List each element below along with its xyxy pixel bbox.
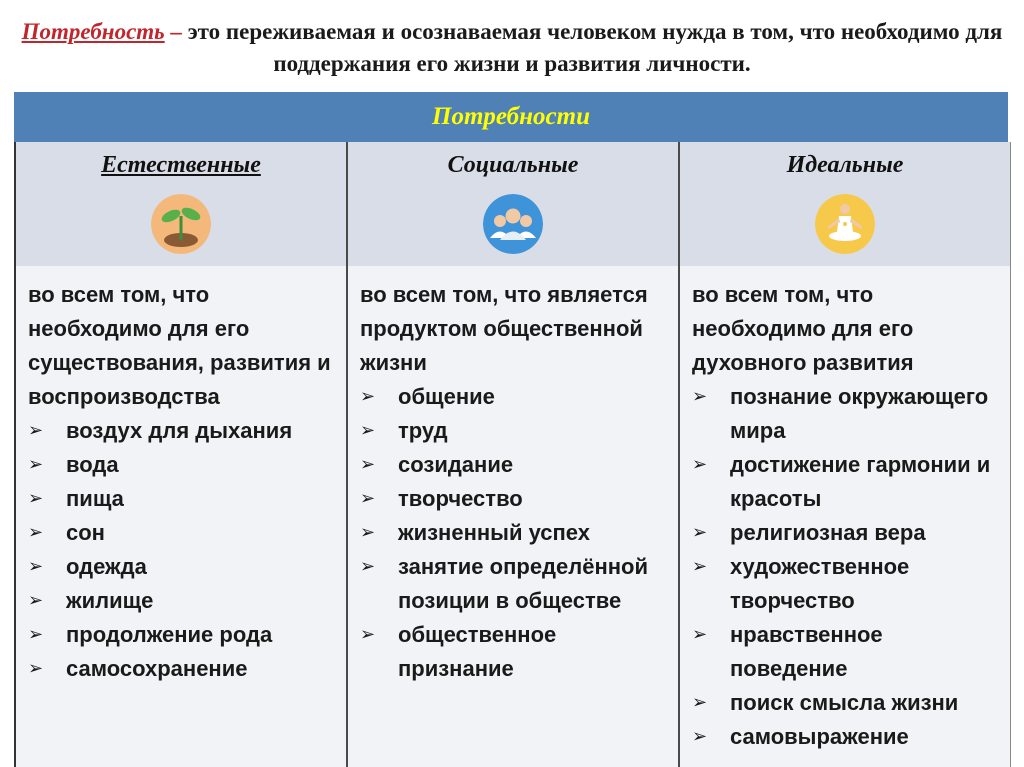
list-item: ➢ продолжение рода <box>28 618 336 652</box>
list-item: ➢ творчество <box>360 482 668 516</box>
column-body-social <box>348 266 680 767</box>
list-item: ➢ труд <box>360 414 668 448</box>
list-item: ➢ религиозная вера <box>692 516 1000 550</box>
arrow-bullet-icon: ➢ <box>360 556 376 577</box>
arrow-bullet-icon: ➢ <box>28 658 44 679</box>
column-body-ideal <box>680 266 1010 767</box>
column-intro: во всем том, что необходимо для его духовного развития <box>692 282 914 375</box>
list-item: ➢ нравственное поведение <box>692 618 1000 686</box>
definition-term: Потребность <box>21 19 165 44</box>
arrow-bullet-icon: ➢ <box>360 488 376 509</box>
list-item: ➢ жилище <box>28 584 336 618</box>
list-item: ➢ самовыражение <box>692 720 1000 754</box>
arrow-bullet-icon: ➢ <box>692 556 708 577</box>
column-body-natural <box>16 266 348 767</box>
arrow-bullet-icon: ➢ <box>692 522 708 543</box>
item-list <box>692 380 1000 754</box>
table-title: Потребности <box>14 92 1008 142</box>
list-item: ➢ художественное творчество <box>692 550 1000 618</box>
definition-text: это переживаемая и осознаваемая человеком нужда в том, что необходимо для поддержания его жизни и развития личности. <box>181 19 1003 76</box>
meditation-icon <box>815 194 875 254</box>
column-intro: во всем том, что необходимо для его существования, развития и воспроизводства <box>28 282 331 409</box>
arrow-bullet-icon: ➢ <box>360 454 376 475</box>
column-header-social <box>348 142 680 266</box>
list-item: ➢ сон <box>28 516 336 550</box>
list-item: ➢ жизненный успех <box>360 516 668 550</box>
list-item: ➢ достижение гармонии и красоты <box>692 448 1000 516</box>
table-body-row <box>14 266 1011 767</box>
column-label-natural: Естественные <box>101 152 261 178</box>
list-item: ➢ поиск смысла жизни <box>692 686 1000 720</box>
arrow-bullet-icon: ➢ <box>692 624 708 645</box>
arrow-bullet-icon: ➢ <box>28 624 44 645</box>
column-header-ideal <box>680 142 1010 266</box>
list-item: ➢ общественное признание <box>360 618 668 686</box>
arrow-bullet-icon: ➢ <box>692 726 708 747</box>
arrow-bullet-icon: ➢ <box>28 454 44 475</box>
column-label-social: Социальные <box>447 152 579 178</box>
column-label-ideal: Идеальные <box>786 152 904 178</box>
column-intro: во всем том, что является продуктом общественной жизни <box>360 282 648 375</box>
arrow-bullet-icon: ➢ <box>692 386 708 407</box>
table-header-row <box>14 142 1011 266</box>
arrow-bullet-icon: ➢ <box>28 488 44 509</box>
arrow-bullet-icon: ➢ <box>360 386 376 407</box>
arrow-bullet-icon: ➢ <box>692 454 708 475</box>
list-item: ➢ занятие определённой позиции в обществе <box>360 550 668 618</box>
list-item: ➢ воздух для дыхания <box>28 414 336 448</box>
arrow-bullet-icon: ➢ <box>28 522 44 543</box>
arrow-bullet-icon: ➢ <box>28 420 44 441</box>
column-header-natural <box>16 142 348 266</box>
arrow-bullet-icon: ➢ <box>360 420 376 441</box>
list-item: ➢ созидание <box>360 448 668 482</box>
item-list <box>360 380 668 686</box>
list-item: ➢ самосохранение <box>28 652 336 686</box>
list-item: ➢ вода <box>28 448 336 482</box>
list-item: ➢ одежда <box>28 550 336 584</box>
list-item: ➢ познание окружающего мира <box>692 380 1000 448</box>
sprout-icon <box>151 194 211 254</box>
arrow-bullet-icon: ➢ <box>360 624 376 645</box>
list-item: ➢ общение <box>360 380 668 414</box>
arrow-bullet-icon: ➢ <box>28 590 44 611</box>
definition-dash: – <box>164 19 182 44</box>
people-group-icon <box>483 194 543 254</box>
arrow-bullet-icon: ➢ <box>360 522 376 543</box>
arrow-bullet-icon: ➢ <box>28 556 44 577</box>
arrow-bullet-icon: ➢ <box>692 692 708 713</box>
list-item: ➢ пища <box>28 482 336 516</box>
item-list <box>28 414 336 686</box>
definition <box>20 16 1004 80</box>
